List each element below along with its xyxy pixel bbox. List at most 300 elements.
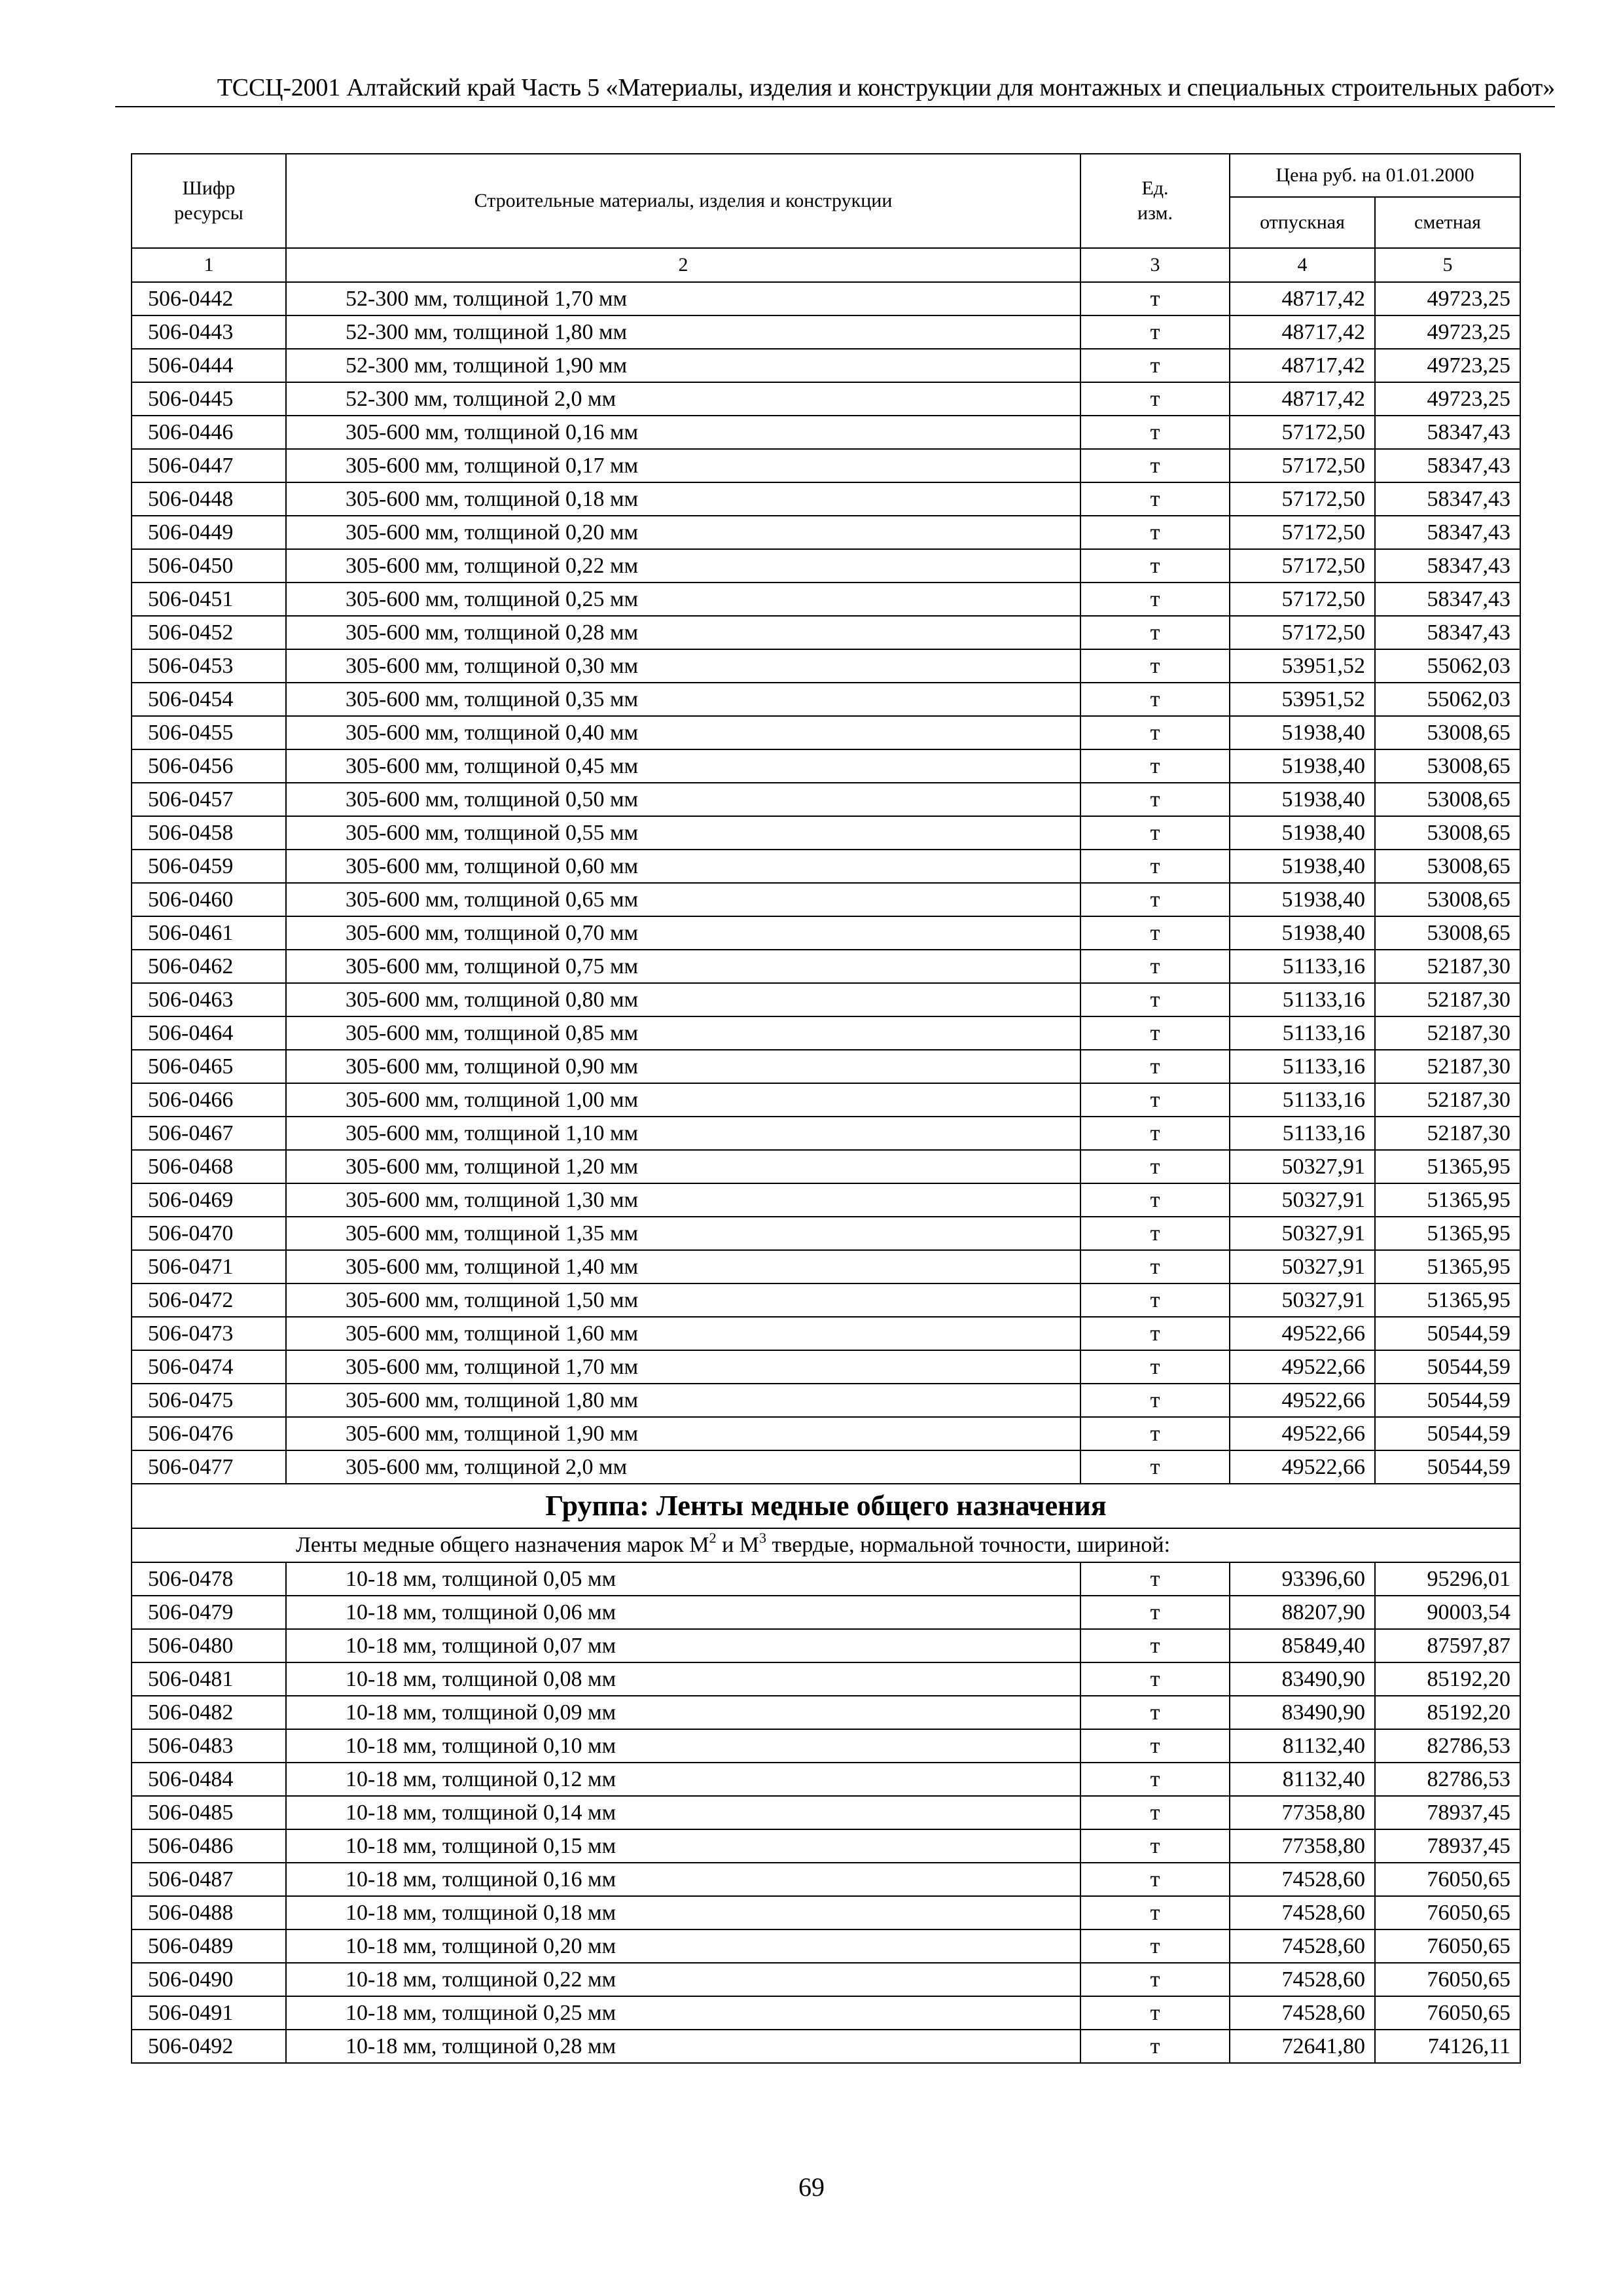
release-price-cell: 48717,42 <box>1230 315 1375 349</box>
release-price-cell: 57172,50 <box>1230 482 1375 516</box>
unit-cell: т <box>1080 1696 1230 1729</box>
header-divider <box>115 106 1555 107</box>
material-description-cell: 305-600 мм, толщиной 0,28 мм <box>286 616 1080 649</box>
release-price-cell: 48717,42 <box>1230 382 1375 416</box>
estimate-price-cell: 95296,01 <box>1375 1562 1520 1596</box>
group-section-header <box>132 1484 1520 1562</box>
release-price-cell: 51938,40 <box>1230 850 1375 883</box>
unit-cell: т <box>1080 2030 1230 2063</box>
estimate-price-cell: 55062,03 <box>1375 683 1520 716</box>
resource-code-cell: 506-0480 <box>132 1629 286 1662</box>
unit-cell: т <box>1080 1050 1230 1083</box>
release-price-cell: 50327,91 <box>1230 1283 1375 1317</box>
table-row <box>132 1317 1520 1350</box>
estimate-price-cell: 74126,11 <box>1375 2030 1520 2063</box>
resource-code-cell: 506-0473 <box>132 1317 286 1350</box>
material-description-cell: 10-18 мм, толщиной 0,20 мм <box>286 1929 1080 1963</box>
material-description-cell: 305-600 мм, толщиной 2,0 мм <box>286 1450 1080 1484</box>
material-description-cell: 10-18 мм, толщиной 0,12 мм <box>286 1763 1080 1796</box>
unit-cell: т <box>1080 482 1230 516</box>
release-price-cell: 74528,60 <box>1230 1996 1375 2030</box>
release-price-cell: 49522,66 <box>1230 1417 1375 1450</box>
material-description-cell: 305-600 мм, толщиной 0,16 мм <box>286 416 1080 449</box>
unit-cell: т <box>1080 1417 1230 1450</box>
release-price-cell: 88207,90 <box>1230 1596 1375 1629</box>
unit-cell: т <box>1080 616 1230 649</box>
material-description-cell: 305-600 мм, толщиной 1,70 мм <box>286 1350 1080 1384</box>
estimate-price-cell: 58347,43 <box>1375 416 1520 449</box>
material-description-cell: 305-600 мм, толщиной 1,80 мм <box>286 1384 1080 1417</box>
unit-cell: т <box>1080 1662 1230 1696</box>
resource-code-cell: 506-0446 <box>132 416 286 449</box>
unit-cell: т <box>1080 583 1230 616</box>
unit-cell: т <box>1080 783 1230 816</box>
release-price-cell: 50327,91 <box>1230 1217 1375 1250</box>
resource-code-cell: 506-0492 <box>132 2030 286 2063</box>
resource-code-cell: 506-0479 <box>132 1596 286 1629</box>
unit-cell: т <box>1080 1963 1230 1996</box>
unit-cell: т <box>1080 1117 1230 1150</box>
table-row <box>132 649 1520 683</box>
release-price-cell: 57172,50 <box>1230 583 1375 616</box>
table-row <box>132 1050 1520 1083</box>
resource-code-cell: 506-0444 <box>132 349 286 382</box>
col-number-2: 2 <box>286 248 1080 282</box>
release-price-cell: 51133,16 <box>1230 1050 1375 1083</box>
resource-code-cell: 506-0481 <box>132 1662 286 1696</box>
release-price-cell: 85849,40 <box>1230 1629 1375 1662</box>
unit-cell: т <box>1080 1016 1230 1050</box>
unit-cell: т <box>1080 1796 1230 1829</box>
resource-code-cell: 506-0461 <box>132 916 286 950</box>
unit-cell: т <box>1080 1283 1230 1317</box>
price-table <box>131 153 1521 2064</box>
material-description-cell: 305-600 мм, толщиной 1,30 мм <box>286 1183 1080 1217</box>
release-price-cell: 74528,60 <box>1230 1929 1375 1963</box>
material-description-cell: 10-18 мм, толщиной 0,16 мм <box>286 1863 1080 1896</box>
group-subtitle-mid: и М <box>716 1533 759 1557</box>
table-row <box>132 583 1520 616</box>
resource-code-cell: 506-0445 <box>132 382 286 416</box>
table-row <box>132 549 1520 583</box>
release-price-cell: 51133,16 <box>1230 1083 1375 1117</box>
table-row <box>132 1996 1520 2030</box>
release-price-cell: 53951,52 <box>1230 683 1375 716</box>
material-description-cell: 52-300 мм, толщиной 1,80 мм <box>286 315 1080 349</box>
resource-code-cell: 506-0453 <box>132 649 286 683</box>
material-description-cell: 305-600 мм, толщиной 0,20 мм <box>286 516 1080 549</box>
material-description-cell: 305-600 мм, толщиной 1,60 мм <box>286 1317 1080 1350</box>
table-row <box>132 449 1520 482</box>
material-description-cell: 10-18 мм, толщиной 0,07 мм <box>286 1629 1080 1662</box>
material-description-cell: 305-600 мм, толщиной 1,35 мм <box>286 1217 1080 1250</box>
estimate-price-cell: 53008,65 <box>1375 850 1520 883</box>
resource-code-cell: 506-0476 <box>132 1417 286 1450</box>
unit-cell: т <box>1080 883 1230 916</box>
resource-code-cell: 506-0466 <box>132 1083 286 1117</box>
unit-cell: т <box>1080 1217 1230 1250</box>
table-row <box>132 1083 1520 1117</box>
release-price-cell: 50327,91 <box>1230 1183 1375 1217</box>
material-description-cell: 10-18 мм, толщиной 0,28 мм <box>286 2030 1080 2063</box>
unit-cell: т <box>1080 1596 1230 1629</box>
unit-cell: т <box>1080 749 1230 783</box>
release-price-cell: 81132,40 <box>1230 1763 1375 1796</box>
resource-code-cell: 506-0443 <box>132 315 286 349</box>
document-header-title: ТССЦ-2001 Алтайский край Часть 5 «Материалы, изделия и конструкции для монтажных и специальных строительных работ» <box>217 74 1555 101</box>
unit-cell: т <box>1080 683 1230 716</box>
group-subtitle-sup2: 3 <box>759 1530 766 1546</box>
material-description-cell: 305-600 мм, толщиной 0,50 мм <box>286 783 1080 816</box>
estimate-price-cell: 76050,65 <box>1375 1863 1520 1896</box>
estimate-price-cell: 51365,95 <box>1375 1150 1520 1183</box>
unit-cell: т <box>1080 1384 1230 1417</box>
table-row <box>132 282 1520 315</box>
release-price-cell: 81132,40 <box>1230 1729 1375 1763</box>
resource-code-cell: 506-0478 <box>132 1562 286 1596</box>
table-row <box>132 1963 1520 1996</box>
estimate-price-cell: 53008,65 <box>1375 716 1520 749</box>
table-row <box>132 482 1520 516</box>
estimate-price-cell: 58347,43 <box>1375 516 1520 549</box>
table-row <box>132 1150 1520 1183</box>
table-row <box>132 1450 1520 1484</box>
resource-code-cell: 506-0485 <box>132 1796 286 1829</box>
unit-cell: т <box>1080 416 1230 449</box>
material-description-cell: 10-18 мм, толщиной 0,15 мм <box>286 1829 1080 1863</box>
unit-cell: т <box>1080 1929 1230 1963</box>
estimate-price-cell: 90003,54 <box>1375 1596 1520 1629</box>
release-price-cell: 48717,42 <box>1230 282 1375 315</box>
resource-code-cell: 506-0490 <box>132 1963 286 1996</box>
table-row <box>132 1696 1520 1729</box>
material-description-cell: 305-600 мм, толщиной 0,60 мм <box>286 850 1080 883</box>
unit-cell: т <box>1080 1083 1230 1117</box>
unit-cell: т <box>1080 1829 1230 1863</box>
unit-cell: т <box>1080 649 1230 683</box>
material-description-cell: 305-600 мм, толщиной 0,40 мм <box>286 716 1080 749</box>
unit-cell: т <box>1080 1996 1230 2030</box>
estimate-price-cell: 82786,53 <box>1375 1729 1520 1763</box>
estimate-price-cell: 87597,87 <box>1375 1629 1520 1662</box>
table-row <box>132 1829 1520 1863</box>
page-number: 69 <box>798 2172 825 2202</box>
estimate-price-cell: 53008,65 <box>1375 783 1520 816</box>
estimate-price-cell: 76050,65 <box>1375 1896 1520 1929</box>
resource-code-cell: 506-0486 <box>132 1829 286 1863</box>
release-price-cell: 51938,40 <box>1230 749 1375 783</box>
unit-cell: т <box>1080 382 1230 416</box>
group-subtitle-pre: Ленты медные общего назначения марок М <box>296 1533 709 1557</box>
material-description-cell: 305-600 мм, толщиной 0,70 мм <box>286 916 1080 950</box>
estimate-price-cell: 52187,30 <box>1375 1117 1520 1150</box>
col-number-5: 5 <box>1375 248 1520 282</box>
material-description-cell: 305-600 мм, толщиной 0,90 мм <box>286 1050 1080 1083</box>
table-row <box>132 416 1520 449</box>
estimate-price-cell: 52187,30 <box>1375 983 1520 1016</box>
table-row <box>132 749 1520 783</box>
resource-code-cell: 506-0489 <box>132 1929 286 1963</box>
col-header-price: Цена руб. на 01.01.2000 <box>1230 154 1520 197</box>
estimate-price-cell: 52187,30 <box>1375 1016 1520 1050</box>
table-row <box>132 916 1520 950</box>
table-row <box>132 816 1520 850</box>
unit-cell: т <box>1080 816 1230 850</box>
resource-code-cell: 506-0467 <box>132 1117 286 1150</box>
material-description-cell: 10-18 мм, толщиной 0,18 мм <box>286 1896 1080 1929</box>
material-description-cell: 305-600 мм, толщиной 0,80 мм <box>286 983 1080 1016</box>
table-row <box>132 349 1520 382</box>
release-price-cell: 51938,40 <box>1230 883 1375 916</box>
resource-code-cell: 506-0458 <box>132 816 286 850</box>
estimate-price-cell: 53008,65 <box>1375 916 1520 950</box>
release-price-cell: 48717,42 <box>1230 349 1375 382</box>
material-description-cell: 52-300 мм, толщиной 1,70 мм <box>286 282 1080 315</box>
estimate-price-cell: 51365,95 <box>1375 1217 1520 1250</box>
table-row <box>132 683 1520 716</box>
material-description-cell: 10-18 мм, толщиной 0,08 мм <box>286 1662 1080 1696</box>
estimate-price-cell: 52187,30 <box>1375 1083 1520 1117</box>
table-row <box>132 1729 1520 1763</box>
table-section-b <box>132 1562 1520 2063</box>
estimate-price-cell: 49723,25 <box>1375 315 1520 349</box>
release-price-cell: 57172,50 <box>1230 449 1375 482</box>
group-subtitle-sup1: 2 <box>709 1530 717 1546</box>
estimate-price-cell: 85192,20 <box>1375 1696 1520 1729</box>
resource-code-cell: 506-0449 <box>132 516 286 549</box>
resource-code-cell: 506-0450 <box>132 549 286 583</box>
estimate-price-cell: 58347,43 <box>1375 449 1520 482</box>
resource-code-cell: 506-0468 <box>132 1150 286 1183</box>
material-description-cell: 305-600 мм, толщиной 0,22 мм <box>286 549 1080 583</box>
unit-cell: т <box>1080 1350 1230 1384</box>
unit-cell: т <box>1080 1317 1230 1350</box>
release-price-cell: 57172,50 <box>1230 549 1375 583</box>
material-description-cell: 305-600 мм, толщиной 0,85 мм <box>286 1016 1080 1050</box>
release-price-cell: 74528,60 <box>1230 1863 1375 1896</box>
release-price-cell: 57172,50 <box>1230 516 1375 549</box>
resource-code-cell: 506-0459 <box>132 850 286 883</box>
estimate-price-cell: 78937,45 <box>1375 1796 1520 1829</box>
table-row <box>132 1283 1520 1317</box>
release-price-cell: 51938,40 <box>1230 816 1375 850</box>
unit-cell: т <box>1080 349 1230 382</box>
col-header-unit: Ед. изм. <box>1080 154 1230 248</box>
unit-cell: т <box>1080 716 1230 749</box>
estimate-price-cell: 50544,59 <box>1375 1384 1520 1417</box>
material-description-cell: 305-600 мм, толщиной 0,45 мм <box>286 749 1080 783</box>
resource-code-cell: 506-0442 <box>132 282 286 315</box>
material-description-cell: 305-600 мм, толщиной 1,00 мм <box>286 1083 1080 1117</box>
estimate-price-cell: 53008,65 <box>1375 816 1520 850</box>
release-price-cell: 93396,60 <box>1230 1562 1375 1596</box>
estimate-price-cell: 55062,03 <box>1375 649 1520 683</box>
material-description-cell: 305-600 мм, толщиной 0,30 мм <box>286 649 1080 683</box>
estimate-price-cell: 76050,65 <box>1375 1963 1520 1996</box>
release-price-cell: 51938,40 <box>1230 916 1375 950</box>
resource-code-cell: 506-0471 <box>132 1250 286 1283</box>
estimate-price-cell: 51365,95 <box>1375 1283 1520 1317</box>
resource-code-cell: 506-0484 <box>132 1763 286 1796</box>
release-price-cell: 83490,90 <box>1230 1662 1375 1696</box>
estimate-price-cell: 85192,20 <box>1375 1662 1520 1696</box>
col-header-code: Шифр ресурсы <box>132 154 286 248</box>
estimate-price-cell: 53008,65 <box>1375 749 1520 783</box>
table-row <box>132 1929 1520 1963</box>
resource-code-cell: 506-0474 <box>132 1350 286 1384</box>
estimate-price-cell: 52187,30 <box>1375 1050 1520 1083</box>
resource-code-cell: 506-0456 <box>132 749 286 783</box>
unit-cell: т <box>1080 1763 1230 1796</box>
release-price-cell: 53951,52 <box>1230 649 1375 683</box>
material-description-cell: 10-18 мм, толщиной 0,05 мм <box>286 1562 1080 1596</box>
release-price-cell: 57172,50 <box>1230 416 1375 449</box>
estimate-price-cell: 49723,25 <box>1375 349 1520 382</box>
release-price-cell: 49522,66 <box>1230 1350 1375 1384</box>
release-price-cell: 77358,80 <box>1230 1796 1375 1829</box>
material-description-cell: 305-600 мм, толщиной 1,40 мм <box>286 1250 1080 1283</box>
estimate-price-cell: 58347,43 <box>1375 482 1520 516</box>
resource-code-cell: 506-0460 <box>132 883 286 916</box>
col-header-price-estimate: сметная <box>1375 197 1520 248</box>
unit-cell: т <box>1080 983 1230 1016</box>
unit-cell: т <box>1080 1863 1230 1896</box>
table-row <box>132 1417 1520 1450</box>
unit-cell: т <box>1080 1896 1230 1929</box>
resource-code-cell: 506-0465 <box>132 1050 286 1083</box>
material-description-cell: 305-600 мм, толщиной 0,35 мм <box>286 683 1080 716</box>
release-price-cell: 51133,16 <box>1230 1117 1375 1150</box>
table-row <box>132 883 1520 916</box>
table-row <box>132 382 1520 416</box>
material-description-cell: 52-300 мм, толщиной 1,90 мм <box>286 349 1080 382</box>
resource-code-cell: 506-0463 <box>132 983 286 1016</box>
resource-code-cell: 506-0477 <box>132 1450 286 1484</box>
estimate-price-cell: 50544,59 <box>1375 1317 1520 1350</box>
release-price-cell: 83490,90 <box>1230 1696 1375 1729</box>
material-description-cell: 52-300 мм, толщиной 2,0 мм <box>286 382 1080 416</box>
unit-cell: т <box>1080 449 1230 482</box>
table-row <box>132 850 1520 883</box>
resource-code-cell: 506-0487 <box>132 1863 286 1896</box>
unit-cell: т <box>1080 1729 1230 1763</box>
resource-code-cell: 506-0451 <box>132 583 286 616</box>
col-header-materials: Строительные материалы, изделия и конструкции <box>286 154 1080 248</box>
material-description-cell: 305-600 мм, толщиной 1,50 мм <box>286 1283 1080 1317</box>
resource-code-cell: 506-0491 <box>132 1996 286 2030</box>
release-price-cell: 49522,66 <box>1230 1450 1375 1484</box>
table-row <box>132 1863 1520 1896</box>
table-row <box>132 1350 1520 1384</box>
release-price-cell: 51133,16 <box>1230 983 1375 1016</box>
release-price-cell: 51133,16 <box>1230 950 1375 983</box>
resource-code-cell: 506-0447 <box>132 449 286 482</box>
unit-cell: т <box>1080 1150 1230 1183</box>
material-description-cell: 305-600 мм, толщиной 0,55 мм <box>286 816 1080 850</box>
resource-code-cell: 506-0448 <box>132 482 286 516</box>
release-price-cell: 50327,91 <box>1230 1250 1375 1283</box>
resource-code-cell: 506-0462 <box>132 950 286 983</box>
material-description-cell: 305-600 мм, толщиной 1,10 мм <box>286 1117 1080 1150</box>
release-price-cell: 49522,66 <box>1230 1384 1375 1417</box>
unit-cell: т <box>1080 1562 1230 1596</box>
unit-cell: т <box>1080 315 1230 349</box>
release-price-cell: 51133,16 <box>1230 1016 1375 1050</box>
release-price-cell: 74528,60 <box>1230 1963 1375 1996</box>
estimate-price-cell: 58347,43 <box>1375 616 1520 649</box>
material-description-cell: 10-18 мм, толщиной 0,10 мм <box>286 1729 1080 1763</box>
material-description-cell: 10-18 мм, толщиной 0,22 мм <box>286 1963 1080 1996</box>
material-description-cell: 10-18 мм, толщиной 0,25 мм <box>286 1996 1080 2030</box>
table-row <box>132 1562 1520 1596</box>
estimate-price-cell: 51365,95 <box>1375 1250 1520 1283</box>
release-price-cell: 50327,91 <box>1230 1150 1375 1183</box>
group-title: Группа: Ленты медные общего назначения <box>132 1484 1520 1528</box>
unit-cell: т <box>1080 549 1230 583</box>
unit-cell: т <box>1080 1629 1230 1662</box>
unit-cell: т <box>1080 1250 1230 1283</box>
resource-code-cell: 506-0475 <box>132 1384 286 1417</box>
table-row <box>132 1629 1520 1662</box>
resource-code-cell: 506-0455 <box>132 716 286 749</box>
unit-cell: т <box>1080 1183 1230 1217</box>
resource-code-cell: 506-0488 <box>132 1896 286 1929</box>
table-row <box>132 1796 1520 1829</box>
unit-cell: т <box>1080 850 1230 883</box>
table-section-a <box>132 282 1520 1484</box>
estimate-price-cell: 76050,65 <box>1375 1996 1520 2030</box>
table-row <box>132 2030 1520 2063</box>
unit-cell: т <box>1080 282 1230 315</box>
col-number-3: 3 <box>1080 248 1230 282</box>
estimate-price-cell: 50544,59 <box>1375 1417 1520 1450</box>
table-row <box>132 516 1520 549</box>
group-subtitle <box>132 1528 1520 1562</box>
release-price-cell: 74528,60 <box>1230 1896 1375 1929</box>
resource-code-cell: 506-0482 <box>132 1696 286 1729</box>
estimate-price-cell: 50544,59 <box>1375 1350 1520 1384</box>
table-row <box>132 616 1520 649</box>
table-row <box>132 1117 1520 1150</box>
unit-cell: т <box>1080 950 1230 983</box>
table-row <box>132 1250 1520 1283</box>
table-row <box>132 1217 1520 1250</box>
table-row <box>132 1016 1520 1050</box>
release-price-cell: 57172,50 <box>1230 616 1375 649</box>
material-description-cell: 305-600 мм, толщиной 0,17 мм <box>286 449 1080 482</box>
estimate-price-cell: 49723,25 <box>1375 382 1520 416</box>
table-row <box>132 315 1520 349</box>
estimate-price-cell: 50544,59 <box>1375 1450 1520 1484</box>
resource-code-cell: 506-0457 <box>132 783 286 816</box>
estimate-price-cell: 78937,45 <box>1375 1829 1520 1863</box>
material-description-cell: 305-600 мм, толщиной 1,20 мм <box>286 1150 1080 1183</box>
table-row <box>132 716 1520 749</box>
col-number-4: 4 <box>1230 248 1375 282</box>
col-number-1: 1 <box>132 248 286 282</box>
estimate-price-cell: 58347,43 <box>1375 583 1520 616</box>
estimate-price-cell: 51365,95 <box>1375 1183 1520 1217</box>
release-price-cell: 51938,40 <box>1230 783 1375 816</box>
table-row <box>132 1384 1520 1417</box>
release-price-cell: 72641,80 <box>1230 2030 1375 2063</box>
resource-code-cell: 506-0472 <box>132 1283 286 1317</box>
unit-cell: т <box>1080 516 1230 549</box>
material-description-cell: 305-600 мм, толщиной 1,90 мм <box>286 1417 1080 1450</box>
table-row <box>132 983 1520 1016</box>
table-row <box>132 1183 1520 1217</box>
estimate-price-cell: 53008,65 <box>1375 883 1520 916</box>
